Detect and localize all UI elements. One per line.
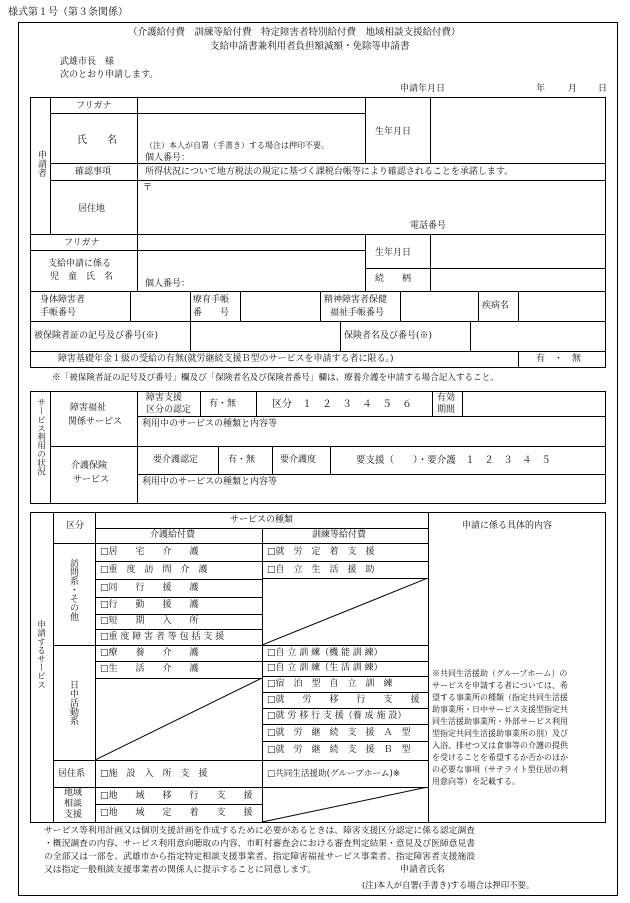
valid-period-line1: 有効 (437, 393, 456, 403)
service-checkbox-seikatsu-kaigo[interactable]: □生 活 介 護 (100, 664, 199, 674)
applicant-furigana-label: フリガナ (76, 101, 112, 111)
applicant-birthdate-label: 生年月日 (375, 127, 412, 137)
service-checkbox-keizoku-a[interactable]: □就 労 継 続 支 援 Ａ 型 (267, 728, 411, 738)
postal-mark: 〒 (143, 183, 153, 193)
addressee: 武雄市長 様 (60, 57, 115, 67)
support-category-options: 区分 １ ２ ３ ４ ５ ６ (272, 399, 412, 410)
service-checkbox-keizoku-b[interactable]: □就 労 継 続 支 援 Ｂ 型 (267, 745, 411, 755)
service-checkbox-chiiki-ikou[interactable]: □地 域 移 行 支 援 (100, 791, 253, 801)
valid-period-line2: 期間 (437, 405, 456, 415)
applicant-table-left (30, 97, 31, 351)
intro-text: 次のとおり申請します。 (60, 70, 159, 80)
child-label-line1: 支給申請に係る (48, 259, 112, 269)
care-cert-label: 要介護認定 (153, 455, 199, 465)
welfare-service-line2: 関係サービス (68, 417, 123, 427)
chiiki-category-line1: 地域 (64, 788, 83, 798)
kyoju-category: 居住系 (58, 769, 86, 779)
welfare-detail-label: 利用中のサービスの種類と内容等 (142, 419, 278, 429)
service-checkbox-juudo-houmon[interactable]: □重 度 訪 問 介 護 (100, 565, 208, 575)
confirm-text: 所得状況について地方税法の規定に基づく課税台帳等により確認されることを承諾します。 (145, 167, 514, 177)
houmon-category: 訪問系・その他 (68, 558, 78, 621)
service-checkbox-ryouyou[interactable]: □療 養 介 護 (100, 648, 199, 658)
houmon-empty-slash (262, 578, 428, 645)
consent-line-3: の全部又は一部を、武雄市から指定特定相談支援事業者、指定障害福祉サービス事業者、指定障害者支援施設 (44, 852, 476, 862)
pension-options: 有 ・ 無 (536, 354, 582, 364)
outer-right-border (617, 22, 618, 394)
insurer-label: 保険者名及び番号(※) (344, 331, 433, 341)
consent-line-1: サービス等利用計画又は個別支援計画を作成するために必要があるときは、障害支援区分認定に係る認定調査 (44, 826, 476, 836)
form-number: 様式第１号（第３条関係） (8, 7, 128, 18)
service-checkbox-tanki[interactable]: □短 期 入 所 (100, 616, 199, 626)
applicant-personal-number-label: 個人番号： (145, 153, 191, 163)
confirm-label: 確認事項 (75, 167, 112, 177)
service-checkbox-group-home[interactable]: □共同生活援助(グループホーム)※ (267, 769, 401, 779)
group-home-note-3: 望する事業所の種類（指定共同生活援 (432, 693, 568, 702)
form-title-line2: 支給申請書兼利用者負担額減額・免除等申請書 (210, 41, 410, 52)
phone-label: 電話番号 (410, 221, 447, 231)
mental-handbook-line2: 福祉手帳番号 (330, 308, 385, 318)
service-checkbox-shisetsu-nyusho[interactable]: □施 設 入 所 支 援 (100, 769, 208, 779)
applicant-name-label: 申請者氏名 (400, 865, 446, 875)
insurance-symbol-label: 被保険者証の記号及び番号(※) (34, 331, 159, 341)
rehab-handbook-line2: 番 号 (193, 308, 230, 318)
support-cert-yes-no: 有・無 (209, 399, 237, 409)
chiiki-empty-slash (262, 787, 428, 822)
group-home-note-9: の必要な事項（サテライト型住居の利 (432, 765, 568, 774)
group-home-note-4: 助事業所・日中サービス支援型指定共 (432, 705, 568, 714)
consent-line-2: ・概況調査の内容、サービス利用意向聴取の内容、市町村審査会における審査判定結果・意見及び医師意見書 (44, 839, 476, 849)
insurance-note: ※「被保険者証の記号及び番号」欄及び「保険者名及び保険者番号」欄は、療養介護を申請する場合記入すること。 (52, 373, 499, 383)
care-level-label: 要介護度 (280, 455, 317, 465)
service-checkbox-kyotaku[interactable]: □居 宅 介 護 (100, 547, 199, 557)
group-home-note-1: ※共同生活援助（グループホーム）の (432, 669, 568, 678)
group-home-note-6: 型指定共同生活援助事業所の別）及び (432, 729, 568, 738)
chiiki-category-line3: 支援 (64, 810, 83, 820)
applicant-table-top (30, 97, 606, 98)
group-home-note-8: を受けることを希望するか否かのほか (432, 753, 568, 762)
chiiki-category-line2: 相談 (64, 799, 83, 809)
service-checkbox-koudou[interactable]: □行 動 援 護 (100, 600, 199, 610)
pension-question: 障害基礎年金１級の受給の有無(就労継続支援Ｂ型のサービスを申請する者に限る。) (58, 354, 394, 364)
application-date-label: 申請年月日 (400, 84, 446, 94)
form-title-line1: （介護給付費 訓練等給付費 特定障害者特別給付費 地域相談支援給付費） (128, 27, 461, 38)
service-checkbox-doukou[interactable]: □同 行 援 護 (100, 583, 199, 593)
final-self-sign-note: (注)本人が自署(手書き)する場合は押印不要。 (362, 880, 535, 890)
care-detail-label: 利用中のサービスの種類と内容等 (142, 477, 278, 487)
care-service-line2: サービス (73, 475, 110, 485)
care-service-line1: 介護保険 (71, 461, 108, 471)
service-checkbox-houkatsu[interactable]: □重 度 障 害 者 等 包 括 支 援 (100, 632, 225, 642)
outer-top-border (18, 22, 618, 23)
care-cert-yes-no: 有・無 (228, 455, 256, 465)
child-personal-number-label: 個人番号： (145, 279, 191, 289)
physical-handbook-line1: 身体障害者 (40, 295, 86, 305)
support-cert-line1: 障害支援 (146, 393, 183, 403)
nichu-category: 日中活動系 (68, 680, 78, 725)
child-relation-label: 続 柄 (375, 274, 412, 284)
rehab-handbook-line1: 療育手帳 (193, 295, 230, 305)
specific-content-header: 申請に係る具体的内容 (462, 521, 553, 531)
care-level-options: 要支援（ ）・要介護 １ ２ ３ ４ ５ (356, 455, 551, 466)
consent-line-4: 又は指定一般相談支援事業者の関係人に提示することに同意します。 (44, 865, 317, 875)
service-checkbox-jiritsu-seikatsu[interactable]: □自 立 生 活 援 助 (267, 565, 375, 575)
kaigo-header: 介護給付費 (150, 530, 196, 540)
group-home-note-7: 入浴、排せつ又は食事等の介護の提供 (432, 741, 568, 750)
service-checkbox-kinou-kunren[interactable]: □自 立 訓 練（機 能 訓 練） (267, 648, 383, 658)
kunren-header: 訓練等給付費 (312, 530, 367, 540)
service-kinds-header: サービスの種類 (230, 515, 294, 525)
address-label: 居住地 (78, 204, 106, 214)
child-label-line2: 児 童 氏 名 (50, 272, 114, 282)
group-home-note-10: 用意向等）を記載する。 (432, 777, 520, 786)
name-self-sign-note: （注）本人が自署（手書き）する場合は押印不要。 (145, 141, 329, 150)
child-birthdate-label: 生年月日 (375, 248, 412, 258)
service-checkbox-teichaku[interactable]: □就 労 定 着 支 援 (267, 547, 375, 557)
welfare-service-line1: 障害福祉 (70, 403, 107, 413)
nichu-empty-slash (95, 678, 262, 760)
service-checkbox-ikou-yousei[interactable]: □就 労 移 行 支 援（養 成 施 設） (267, 711, 407, 721)
service-checkbox-seikatsu-kunren[interactable]: □自 立 訓 練（生 活 訓 練） (267, 663, 383, 673)
mental-handbook-line1: 精神障害者保健 (324, 295, 388, 305)
outer-left-border (18, 22, 19, 394)
service-checkbox-chiiki-teichaku[interactable]: □地 域 定 着 支 援 (100, 808, 253, 818)
child-furigana-label: フリガナ (64, 238, 100, 248)
service-checkbox-shuurou-ikou[interactable]: □就 労 移 行 支 援 (267, 695, 420, 705)
usage-section-label: サービス利用の状況 (35, 398, 46, 476)
disease-label: 疾病名 (482, 301, 510, 311)
outer-bottom-border (18, 895, 618, 896)
service-checkbox-shukuhaku[interactable]: □宿 泊 型 自 立 訓 練 (267, 679, 393, 689)
applicant-table-right (605, 97, 606, 351)
applicant-name-label: 氏 名 (77, 135, 117, 146)
group-home-note-2: サービスを申請する者については、希 (432, 681, 568, 690)
applicant-section-label: 申請者 (36, 150, 46, 177)
date-year-label: 年 (536, 84, 546, 94)
kubun-header: 区分 (66, 521, 85, 531)
date-month-label: 月 (568, 84, 578, 94)
group-home-note-5: 同生活援助事業所・外部サービス利用 (432, 717, 568, 726)
physical-handbook-line2: 手帳番号 (40, 308, 77, 318)
services-section-label: 申請するサービス (35, 620, 46, 689)
date-day-label: 日 (598, 84, 608, 94)
support-cert-line2: 区分の認定 (146, 405, 192, 415)
